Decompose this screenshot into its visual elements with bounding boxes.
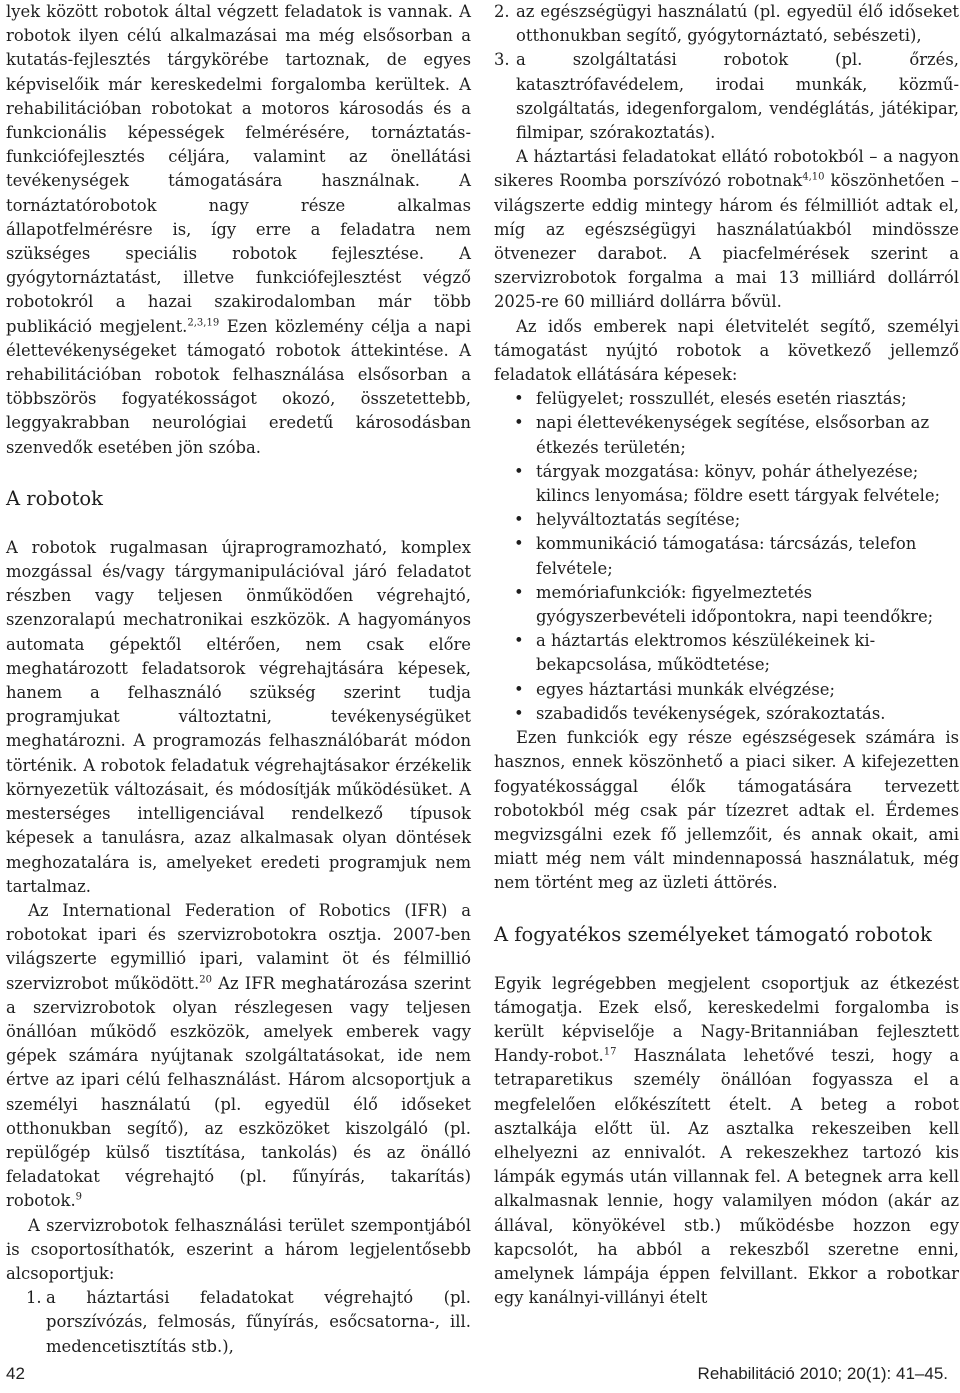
list-item: 1. a háztartási feladatokat végrehajtó (pl. porszívózás, felmosás, fűnyírás, esőcsatorna-, ill. medencetisztítás stb.), — [26, 1288, 471, 1356]
reference-marker: 4,10 — [802, 171, 825, 183]
bullet-icon: • — [514, 703, 524, 723]
paragraph-market-success: Ezen funkciók egy része egészségesek számára is hasznos, ennek köszönhető a piaci siker. A kifejezetten fogyatékossággal élők támogatására tervezett robotokból még csak pár tízezret adtak el. Érdemes megvizsgálni ezek fő jellemzőit, és annak okait, ami miatt még nem vált mindennapossá használatuk, még nem történt meg az üzleti áttörés. — [494, 728, 959, 893]
reference-marker: 2,3,19 — [187, 317, 220, 329]
paragraph-service-robot-groups: A szervizrobotok felhasználási terület szempontjából is csoportosíthatók, eszerint a három legjelentősebb alcsoportjuk: — [6, 1215, 471, 1283]
list-item: • tárgyak mozgatása: könyv, pohár áthelyezése; kilincs lenyomása; földre esett tárgyak felvétele; — [514, 461, 941, 506]
list-item: • helyváltoztatás segítése; — [494, 508, 959, 532]
journal-citation: Rehabilitáció 2010; 20(1): 41–45. — [697, 1364, 948, 1383]
paragraph-household-robots: A háztartási feladatokat ellátó robotokból – a nagyon sikeres Roomba porszívózó robotnak$^{4,10}$ köszönhetően – világszerte eddig mintegy három és félmilliót adtak el, míg az egészségügyi használatúakból mindössze ötvenezer darabot. A piacfelmérések szerint a szervizrobotok forgalma a mai 13 milliárd dollárról 2025-re 60 milliárd dollárra bővül. — [494, 147, 959, 312]
bullet-icon: • — [514, 461, 524, 481]
reference-marker: 9 — [75, 1191, 83, 1203]
list-item: • egyes háztartási munkák elvégzése; — [494, 678, 959, 702]
numbered-list — [494, 0, 959, 145]
reference-marker: 17 — [603, 1046, 617, 1058]
paragraph-intro: lyek között robotok által végzett feladatok is vannak. A robotok ilyen célú alkalmazásai ma még elsősorban a kutatás-fejlesztés tárgykörébe tartoznak, de egyes képviselőik már kereskedelmi forgalomba kerültek. A rehabilitációban robotokat a motoros károsodás és a funkcionális képességek felmérésére, tornáztatás-funkciófejlesztés céljára, valamint az önellátási tevékenységek támogatására használnak. A tornáztatórobotok nagy része alkalmas állapotfelmérésre is, így erre a feladatra nem szükséges speciális robotok fejlesztése. A gyógytornáztatást, illetve funkciófejlesztést végző robotokról a hazai szakirodalomban már több publikáció megjelent.$^{2,3,19}$ Ezen közlemény célja a napi élettevékenységeket támogató robotok áttekintése. A rehabilitációban robotok felhasználása elsősorban a többszörös fogyatékosságot okozó, összetettebb, leggyakrabban neurológiai eredetű károsodásban szenvedők esetében jön szóba. — [6, 2, 471, 457]
bullet-icon: • — [514, 631, 524, 651]
bullet-icon: • — [514, 510, 524, 530]
list-item: • kommunikáció támogatása: tárcsázás, telefon felvétele; — [514, 534, 917, 578]
paragraph-elderly-support: Az idős emberek napi életvitelét segítő, személyi támogatást nyújtó robotok a következő jellemző feladatok ellátására képesek: — [494, 316, 959, 385]
bullet-icon: • — [514, 413, 524, 433]
bullet-list — [494, 387, 959, 726]
list-item: • a háztartás elektromos készülékeinek ki-bekapcsolása, működtetése; — [514, 631, 876, 675]
bullet-icon: • — [514, 582, 524, 602]
list-item: • szabadidős tevékenységek, szórakoztatás. — [494, 702, 959, 726]
numbered-list — [6, 1286, 471, 1359]
bullet-icon: • — [514, 389, 524, 409]
list-item: 3. a szolgáltatási robotok (pl. őrzés, katasztrófavédelem, irodai munkák, közmű-szolgáltatás, idegenforgalom, vendéglátás, játékipar, filmipar, szórakoztatás). — [494, 50, 959, 143]
bullet-icon: • — [514, 534, 524, 554]
reference-marker: 20 — [199, 974, 212, 986]
page-number: 42 — [6, 1364, 25, 1383]
list-item: 2. az egészségügyi használatú (pl. egyedül élő időseket otthonukban segítő, gyógytornáztató, sebészeti), — [494, 2, 959, 46]
right-column — [494, 0, 959, 1310]
paragraph-ifr: Az International Federation of Robotics (IFR) a robotokat ipari és szervizrobotokra osztja. 2007-ben világszerte egymillió ipari, valamint öt és félmillió szervizrobot működött.$^{20}$ Az IFR meghatározása szerint a szervizrobotok olyan részlegesen vagy teljesen önállóan működő eszközök, amelyek emberek vagy gépek számára nyújtanak szolgáltatásokat, ide nem értve az ipari célú felhasználást. Három alcsoportjuk a személyi használatú (pl. egyedül élő időseket otthonukban segítő), az eszközöket kiszolgáló (pl. repülőgép külső tisztítása, tankolás) és az önálló feladatokat végrehajtó (pl. fűnyírás, takarítás) robotok.$^9$ — [6, 900, 471, 1211]
bullet-icon: • — [514, 679, 524, 699]
list-item: • memóriafunkciók: figyelmeztetés gyógyszerbevételi időpontokra, napi teendőkre; — [514, 582, 934, 627]
list-item: • felügyelet; rosszullét, elesés esetén riasztás; — [494, 387, 959, 411]
section-heading-robots: A robotok — [6, 486, 103, 510]
paragraph-robots-definition: A robotok rugalmasan újraprogramozható, komplex mozgással és/vagy tárgymanipulációval járó feladatot részben vagy teljesen önműködően végrehajtó, szenzoralapú mechatronikai eszközök. A hagyományos automata gépektől eltérően, nem csak előre meghatározott feladatsorok végrehajtására képesek, hanem a felhasználó szükség szerint tudja programjukat változtatni, tevékenységüket meghatározni. A programozás felhasználóbarát módon történik. A robotok feladatuk végrehajtásakor érzékelik környezetük változásait, és módosítják működésüket. A mesterséges intelligenciával rendelkező típusok képesek a tanulásra, azaz alkalmasak olyan döntések meghozatalára is, amelyeket eredeti programjuk nem tartalmaz. — [6, 537, 471, 896]
paragraph-handy-robot: Egyik legrégebben megjelent csoportjuk az étkezést támogatja. Ezek első, kereskedelmi forgalomba is került képviselője a Nagy-Britanniában fejlesztett Handy-robot.$^{17}$ Használata lehetővé teszi, hogy a tetraparetikus személy önállóan fogyassza el a megfelelően előkészített ételt. A beteg a robot asztalkája előtt ül. Az asztalka rekeszeiben kell elhelyezni az ennivalót. A rekeszekhez tartozó kis lámpák egymás után villannak fel. A betegnek arra kell alkalmasnak lennie, hogy valamilyen módon (akár az állával, könyökével stb.) működésbe hozzon egy kapcsolót, ha abból a rekeszből szeretne enni, amelynek lámpája éppen felvillant. Ekkor a robotkar egy kanálnyi-villányi ételt — [494, 973, 959, 1308]
left-column — [6, 0, 471, 1359]
section-heading-assistive-robots: A fogyatékos személyeket támogató robotok — [494, 922, 932, 946]
list-item: • napi élettevékenységek segítése, elsősorban az étkezés területén; — [514, 413, 930, 457]
